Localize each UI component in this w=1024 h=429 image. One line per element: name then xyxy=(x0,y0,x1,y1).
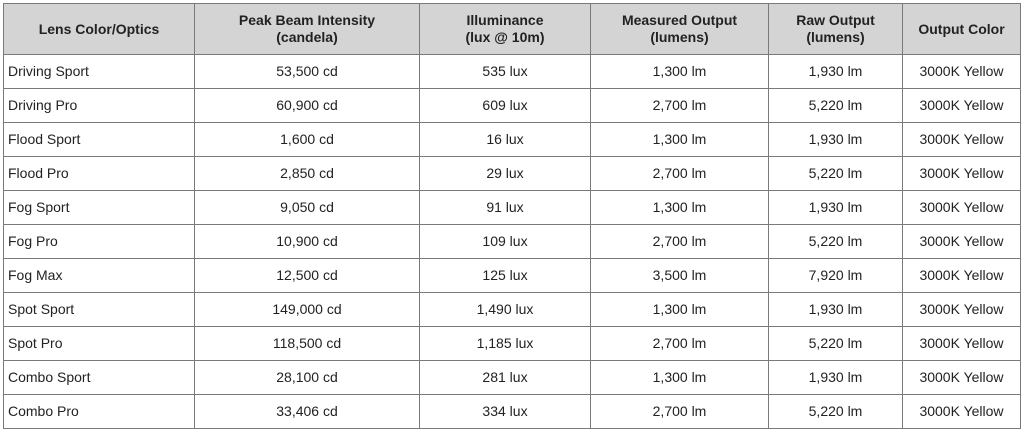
cell-measured-output: 2,700 lm xyxy=(591,89,769,123)
cell-illuminance: 16 lux xyxy=(420,123,591,157)
cell-illuminance: 609 lux xyxy=(420,89,591,123)
cell-output-color: 3000K Yellow xyxy=(903,89,1021,123)
cell-raw-output: 5,220 lm xyxy=(769,225,903,259)
cell-illuminance: 334 lux xyxy=(420,395,591,429)
cell-lens-color-optics: Fog Max xyxy=(4,259,195,293)
cell-lens-color-optics: Fog Pro xyxy=(4,225,195,259)
cell-raw-output: 1,930 lm xyxy=(769,293,903,327)
cell-peak-beam-intensity: 28,100 cd xyxy=(195,361,420,395)
cell-output-color: 3000K Yellow xyxy=(903,191,1021,225)
cell-illuminance: 281 lux xyxy=(420,361,591,395)
table-row xyxy=(4,327,1021,361)
table-row xyxy=(4,89,1021,123)
cell-raw-output: 5,220 lm xyxy=(769,89,903,123)
cell-peak-beam-intensity: 2,850 cd xyxy=(195,157,420,191)
header-text-line: (lumens) xyxy=(650,29,709,45)
table-row xyxy=(4,225,1021,259)
table-row xyxy=(4,395,1021,429)
cell-output-color: 3000K Yellow xyxy=(903,55,1021,89)
lens-specs-table xyxy=(3,3,1021,429)
cell-lens-color-optics: Driving Pro xyxy=(4,89,195,123)
cell-lens-color-optics: Fog Sport xyxy=(4,191,195,225)
table-row xyxy=(4,157,1021,191)
cell-raw-output: 1,930 lm xyxy=(769,361,903,395)
table-header xyxy=(4,4,1021,55)
cell-illuminance: 109 lux xyxy=(420,225,591,259)
cell-peak-beam-intensity: 33,406 cd xyxy=(195,395,420,429)
header-illuminance xyxy=(420,4,591,55)
cell-lens-color-optics: Combo Sport xyxy=(4,361,195,395)
cell-illuminance: 1,185 lux xyxy=(420,327,591,361)
cell-measured-output: 2,700 lm xyxy=(591,157,769,191)
cell-peak-beam-intensity: 1,600 cd xyxy=(195,123,420,157)
cell-illuminance: 535 lux xyxy=(420,55,591,89)
table-row xyxy=(4,259,1021,293)
cell-peak-beam-intensity: 10,900 cd xyxy=(195,225,420,259)
header-text-line: (lux @ 10m) xyxy=(465,29,545,45)
cell-peak-beam-intensity: 9,050 cd xyxy=(195,191,420,225)
header-raw-output xyxy=(769,4,903,55)
cell-lens-color-optics: Combo Pro xyxy=(4,395,195,429)
cell-peak-beam-intensity: 118,500 cd xyxy=(195,327,420,361)
table-body xyxy=(4,55,1021,429)
cell-measured-output: 1,300 lm xyxy=(591,55,769,89)
table-row xyxy=(4,361,1021,395)
header-peak-beam-intensity xyxy=(195,4,420,55)
header-text-line: Raw Output xyxy=(796,12,875,28)
cell-measured-output: 2,700 lm xyxy=(591,327,769,361)
cell-illuminance: 1,490 lux xyxy=(420,293,591,327)
cell-output-color: 3000K Yellow xyxy=(903,327,1021,361)
cell-output-color: 3000K Yellow xyxy=(903,225,1021,259)
cell-lens-color-optics: Spot Pro xyxy=(4,327,195,361)
cell-peak-beam-intensity: 12,500 cd xyxy=(195,259,420,293)
cell-output-color: 3000K Yellow xyxy=(903,293,1021,327)
header-text-line: Lens Color/Optics xyxy=(38,20,160,37)
header-row xyxy=(4,4,1021,55)
cell-raw-output: 1,930 lm xyxy=(769,55,903,89)
specs-table-container xyxy=(3,3,1020,429)
header-text-line: Measured Output xyxy=(621,12,738,28)
cell-lens-color-optics: Flood Pro xyxy=(4,157,195,191)
cell-measured-output: 1,300 lm xyxy=(591,191,769,225)
header-text-line: Peak Beam Intensity xyxy=(238,12,376,28)
cell-raw-output: 1,930 lm xyxy=(769,191,903,225)
header-measured-output xyxy=(591,4,769,55)
cell-illuminance: 125 lux xyxy=(420,259,591,293)
cell-raw-output: 7,920 lm xyxy=(769,259,903,293)
cell-peak-beam-intensity: 149,000 cd xyxy=(195,293,420,327)
cell-output-color: 3000K Yellow xyxy=(903,361,1021,395)
header-text-line: Illuminance xyxy=(466,12,544,28)
cell-measured-output: 3,500 lm xyxy=(591,259,769,293)
header-text-line: (lumens) xyxy=(806,29,865,45)
cell-raw-output: 5,220 lm xyxy=(769,395,903,429)
table-row xyxy=(4,293,1021,327)
cell-illuminance: 29 lux xyxy=(420,157,591,191)
cell-lens-color-optics: Driving Sport xyxy=(4,55,195,89)
cell-measured-output: 1,300 lm xyxy=(591,293,769,327)
cell-peak-beam-intensity: 60,900 cd xyxy=(195,89,420,123)
cell-output-color: 3000K Yellow xyxy=(903,259,1021,293)
table-row xyxy=(4,123,1021,157)
cell-lens-color-optics: Flood Sport xyxy=(4,123,195,157)
cell-lens-color-optics: Spot Sport xyxy=(4,293,195,327)
cell-raw-output: 5,220 lm xyxy=(769,327,903,361)
cell-measured-output: 2,700 lm xyxy=(591,395,769,429)
table-row xyxy=(4,55,1021,89)
cell-peak-beam-intensity: 53,500 cd xyxy=(195,55,420,89)
cell-output-color: 3000K Yellow xyxy=(903,157,1021,191)
cell-illuminance: 91 lux xyxy=(420,191,591,225)
header-text-line: (candela) xyxy=(276,29,338,45)
cell-measured-output: 1,300 lm xyxy=(591,123,769,157)
cell-raw-output: 1,930 lm xyxy=(769,123,903,157)
cell-raw-output: 5,220 lm xyxy=(769,157,903,191)
header-lens-color-optics xyxy=(4,4,195,55)
header-output-color xyxy=(903,4,1021,55)
table-row xyxy=(4,191,1021,225)
cell-output-color: 3000K Yellow xyxy=(903,123,1021,157)
cell-measured-output: 2,700 lm xyxy=(591,225,769,259)
cell-output-color: 3000K Yellow xyxy=(903,395,1021,429)
cell-measured-output: 1,300 lm xyxy=(591,361,769,395)
header-text-line: Output Color xyxy=(918,20,1005,37)
